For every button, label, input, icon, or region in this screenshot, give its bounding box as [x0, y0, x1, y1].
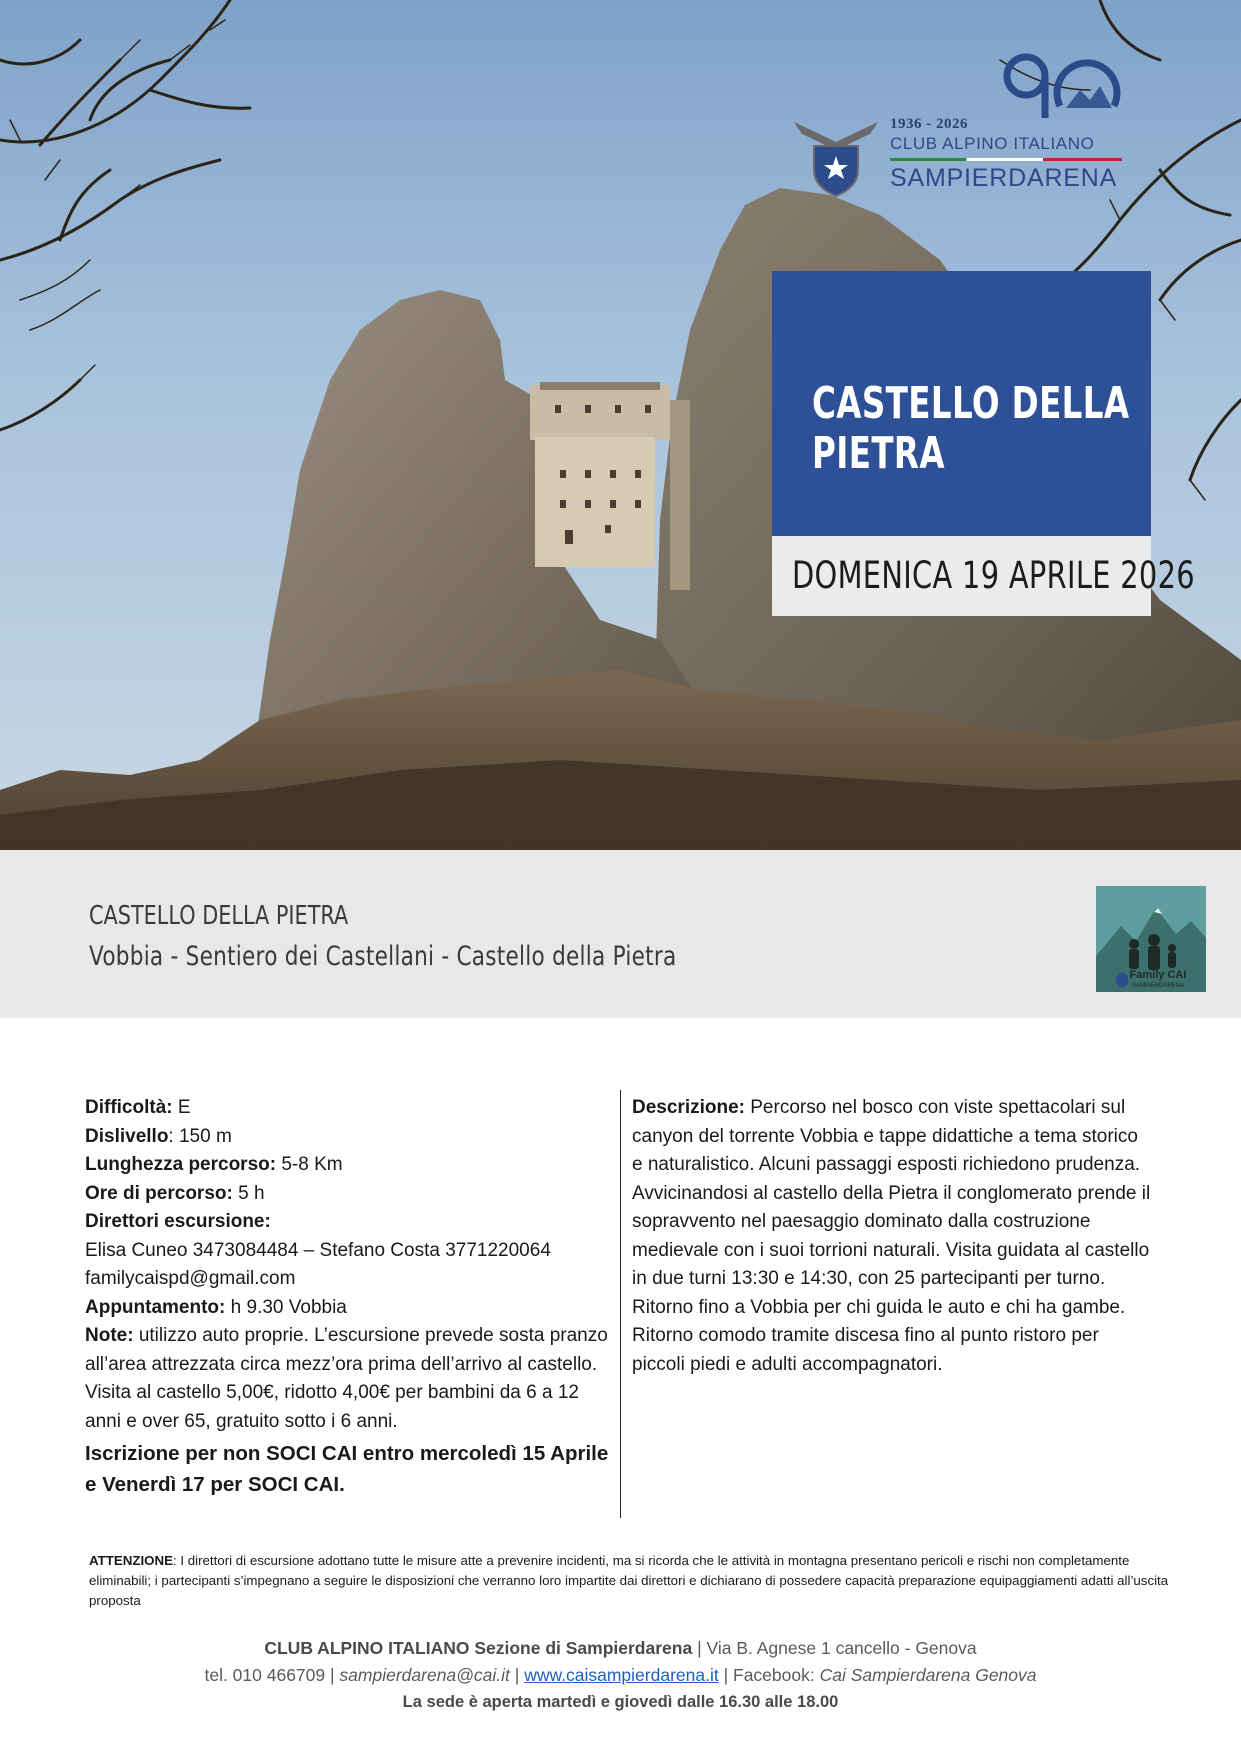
footer-email[interactable]: sampierdarena@cai.it	[339, 1665, 510, 1685]
footer-separator: |	[692, 1638, 707, 1658]
notes-text: utilizzo auto proprie. L’escursione prevede sosta pranzo all’area attrezzata circa mezz’ora prima dell’arrivo al castello.	[85, 1325, 608, 1375]
cai-sampierdarena-logo	[790, 48, 1130, 198]
length-label: Lunghezza percorso:	[85, 1154, 277, 1175]
logo-section-name: SAMPIERDARENA	[890, 164, 1118, 192]
elevation-value: : 150 m	[168, 1125, 232, 1147]
duration-row	[85, 1180, 610, 1209]
length-value: 5-8 Km	[276, 1154, 343, 1175]
length-row	[85, 1151, 610, 1180]
cai-emblem-icon	[790, 112, 882, 198]
footer-separator: |	[509, 1665, 525, 1685]
attention-text: : I direttori di escursione adottano tutte le misure atte a prevenire incidenti, ma si ricorda che le attività in montagna presentano pericoli e rischi non completamente eliminabili; i partecipanti s’impegnano a seguire le disposizioni che verranno loro impartite dai direttori e dichiarano di possedere capacità preparazione equipaggiamenti adatti all’uscita proposta	[89, 1553, 1169, 1608]
attention-notice	[89, 1551, 1169, 1611]
meeting-value: h 9.30 Vobbia	[225, 1296, 347, 1318]
footer-separator: |	[325, 1665, 340, 1685]
elevation-label: Dislivello	[85, 1125, 169, 1147]
contact-email[interactable]: familycaispd@gmail.com	[85, 1268, 296, 1289]
event-description	[632, 1094, 1152, 1379]
notes-paragraph	[85, 1322, 610, 1379]
logo-club-name: CLUB ALPINO ITALIANO	[890, 134, 1095, 153]
event-title-box	[772, 271, 1151, 536]
registration-deadline: Iscrizione per non SOCI CAI entro mercoledì 15 Aprile e Venerdì 17 per SOCI CAI.	[85, 1442, 609, 1496]
notes-label: Note:	[85, 1325, 134, 1346]
family-logo-text: Family CAI	[1129, 969, 1187, 981]
return-paragraph: Ritorno fino a Vobbia per chi guida le auto e chi ha gambe. Ritorno comodo tramite discesa fino al punto ristoro per piccoli piedi e adulti accompagnatori.	[632, 1296, 1126, 1375]
description-text: Percorso nel bosco con viste spettacolari sul canyon del torrente Vobbia e tappe didattiche a tema storico e naturalistico. Alcuni passaggi esposti richiedono prudenza. Avvicinandosi al castello della Pietra il conglomerato prende il sopravvento nel paesaggio dominato dalla costruzione medievale con i suoi torrioni naturali. Visita guidata al castello in due turni 13:30 e 14:30, con 25 partecipanti per turno.	[632, 1097, 1151, 1289]
directors-label: Direttori escursione:	[85, 1211, 271, 1232]
directors-names: Elisa Cuneo 3473084484 – Stefano Costa 3771220064	[85, 1239, 551, 1261]
event-date-box	[772, 536, 1195, 616]
difficulty-label: Difficoltà:	[85, 1097, 173, 1118]
footer-address: Via B. Agnese 1 cancello - Genova	[706, 1638, 977, 1658]
event-title-line-1: CASTELLO DELLA	[812, 378, 1130, 429]
attention-label: ATTENZIONE	[89, 1553, 173, 1568]
meeting-row	[85, 1294, 610, 1323]
footer-separator: |	[718, 1665, 733, 1685]
family-cai-logo	[1096, 886, 1206, 992]
description-label: Descrizione:	[632, 1097, 745, 1118]
footer-line-2	[0, 1662, 1241, 1689]
duration-label: Ore di percorso:	[85, 1182, 233, 1204]
family-logo-subtext: SAMPIERDARENA	[1131, 983, 1185, 989]
description-paragraph	[632, 1094, 1152, 1294]
footer-facebook-label: Facebook:	[733, 1665, 820, 1685]
logo-years: 1936 - 2026	[890, 116, 968, 132]
footer-website-link[interactable]: www.caisampierdarena.it	[524, 1665, 719, 1685]
italian-flag-line	[890, 158, 1122, 161]
footer-opening-hours: La sede è aperta martedì e giovedì dalle 16.30 alle 18.00	[402, 1693, 839, 1711]
column-divider	[620, 1090, 621, 1518]
route-title: CASTELLO DELLA PIETRA	[89, 901, 349, 931]
event-details	[85, 1094, 610, 1500]
footer-facebook-page[interactable]: Cai Sampierdarena Genova	[819, 1665, 1037, 1685]
90-anniversary-icon	[1002, 48, 1122, 130]
castle-visit-prices: Visita al castello 5,00€, ridotto 4,00€ per bambini da 6 a 12 anni e over 65, gratuito sotto i 6 anni.	[85, 1382, 579, 1432]
footer	[0, 1635, 1241, 1716]
meeting-label: Appuntamento:	[85, 1296, 226, 1318]
footer-line-1	[0, 1635, 1241, 1662]
route-path: Vobbia - Sentiero dei Castellani - Castello della Pietra	[89, 941, 677, 972]
difficulty-value: E	[172, 1097, 191, 1118]
elevation-row	[85, 1123, 610, 1152]
event-title-line-2: PIETRA	[812, 428, 945, 479]
duration-value: 5 h	[232, 1182, 265, 1204]
hero-photo	[0, 0, 1241, 850]
event-title	[812, 378, 1130, 479]
difficulty-row	[85, 1094, 610, 1123]
footer-phone: tel. 010 466709	[204, 1665, 326, 1685]
route-band	[0, 850, 1241, 1018]
footer-org: CLUB ALPINO ITALIANO Sezione di Sampierdarena	[264, 1638, 693, 1658]
event-date: DOMENICA 19 APRILE 2026	[792, 554, 1195, 597]
